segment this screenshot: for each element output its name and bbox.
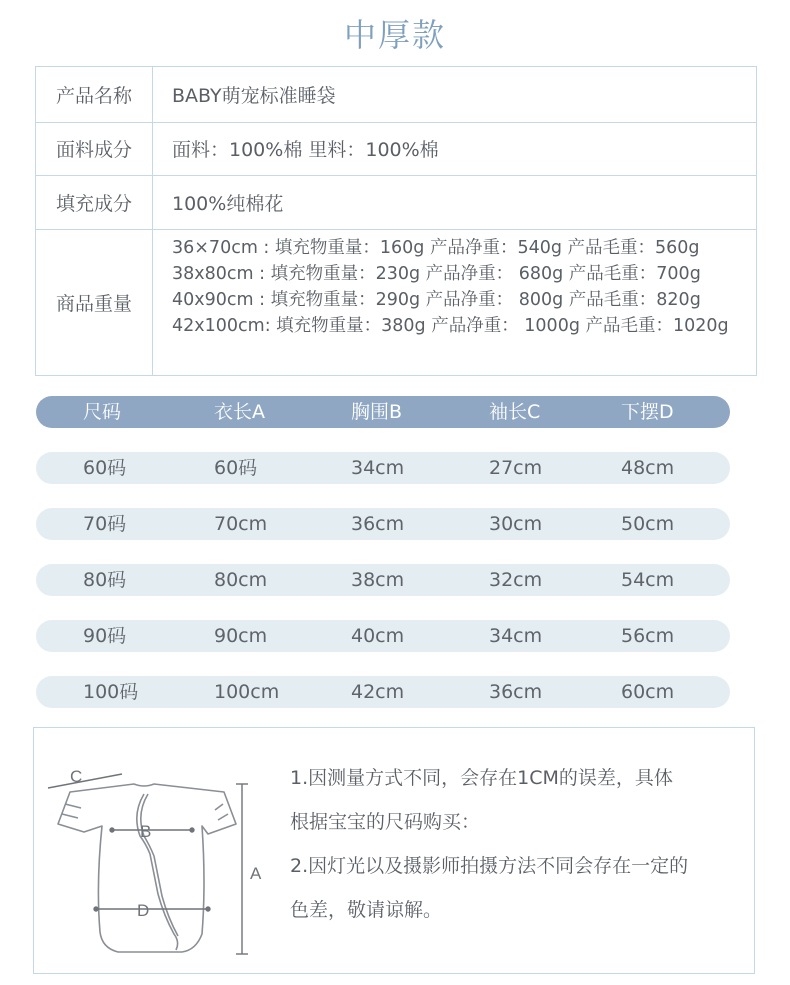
weight-list (172, 235, 729, 339)
chest-cell: 42cm (351, 681, 405, 703)
size-cell: 80码 (83, 569, 127, 591)
info-row-weight (36, 229, 756, 375)
chest-cell: 36cm (351, 513, 405, 535)
header-length: 衣长A (214, 401, 265, 423)
length-cell: 60码 (214, 457, 258, 479)
weight-line: 40x90cm : 填充物重量：290g 产品净重： 800g 产品毛重：820g (172, 290, 701, 310)
size-cell: 70码 (83, 513, 127, 535)
sleeve-cell: 30cm (489, 513, 543, 535)
note-line: 根据宝宝的尺码购买： (290, 811, 481, 833)
chest-cell: 34cm (351, 457, 405, 479)
info-row-fabric (36, 122, 756, 176)
sleeve-cell: 36cm (489, 681, 543, 703)
name-label: 产品名称 (36, 67, 153, 122)
weight-label: 商品重量 (36, 229, 153, 375)
hem-cell: 50cm (621, 513, 675, 535)
size-cell: 90码 (83, 625, 127, 647)
size-row (36, 452, 730, 484)
label-d: D (137, 901, 150, 920)
label-a: A (250, 864, 262, 883)
weight-line: 42x100cm: 填充物重量：380g 产品净重： 1000g 产品毛重：1020g (172, 316, 729, 336)
hem-cell: 56cm (621, 625, 675, 647)
page-title: 中厚款 (343, 16, 446, 54)
filling-label: 填充成分 (36, 175, 153, 229)
chest-cell: 38cm (351, 569, 405, 591)
product-info-table (35, 66, 757, 376)
measure-dot (94, 907, 98, 911)
header-size: 尺码 (83, 401, 122, 423)
hem-cell: 54cm (621, 569, 675, 591)
measure-dot (110, 828, 114, 832)
note-line: 2.因灯光以及摄影师拍摄方法不同会存在一定的 (290, 855, 689, 877)
size-row (36, 620, 730, 652)
size-row (36, 508, 730, 540)
sleeve-cuff-right (215, 804, 228, 820)
label-b: B (140, 822, 152, 841)
measure-dot (190, 828, 194, 832)
sleeping-bag-diagram (42, 744, 282, 969)
size-row (36, 564, 730, 596)
sleeve-cell: 32cm (489, 569, 543, 591)
note-line: 色差，敬请谅解。 (290, 899, 443, 921)
notes-panel (33, 727, 755, 974)
info-row-filling (36, 175, 756, 230)
sleeve-cell: 27cm (489, 457, 543, 479)
length-cell: 100cm (214, 681, 280, 703)
length-cell: 70cm (214, 513, 268, 535)
fabric-value: 面料：100%棉 里料：100%棉 (172, 139, 439, 161)
weight-line: 36×70cm : 填充物重量：160g 产品净重：540g 产品毛重：560g (172, 238, 700, 258)
hem-cell: 60cm (621, 681, 675, 703)
label-c: C (70, 767, 83, 786)
length-cell: 90cm (214, 625, 268, 647)
info-row-name (36, 67, 756, 123)
chest-cell: 40cm (351, 625, 405, 647)
header-chest: 胸围B (351, 401, 403, 423)
size-table-header (36, 396, 730, 428)
fabric-label: 面料成分 (36, 122, 153, 175)
length-cell: 80cm (214, 569, 268, 591)
size-cell: 60码 (83, 457, 127, 479)
notes-text (290, 756, 688, 932)
size-cell: 100码 (83, 681, 139, 703)
hem-cell: 48cm (621, 457, 675, 479)
note-line: 1.因测量方式不同，会存在1CM的误差，具体 (290, 767, 673, 789)
header-hem: 下摆D (621, 401, 674, 423)
garment-outline (58, 784, 236, 952)
name-value: BABY萌宠标准睡袋 (172, 85, 336, 107)
measure-line-c (48, 774, 122, 788)
sleeve-cell: 34cm (489, 625, 543, 647)
size-row (36, 676, 730, 708)
weight-line: 38x80cm : 填充物重量：230g 产品净重： 680g 产品毛重：700g (172, 264, 701, 284)
measure-dot (206, 907, 210, 911)
filling-value: 100%纯棉花 (172, 192, 284, 215)
header-sleeve: 袖长C (489, 401, 541, 423)
